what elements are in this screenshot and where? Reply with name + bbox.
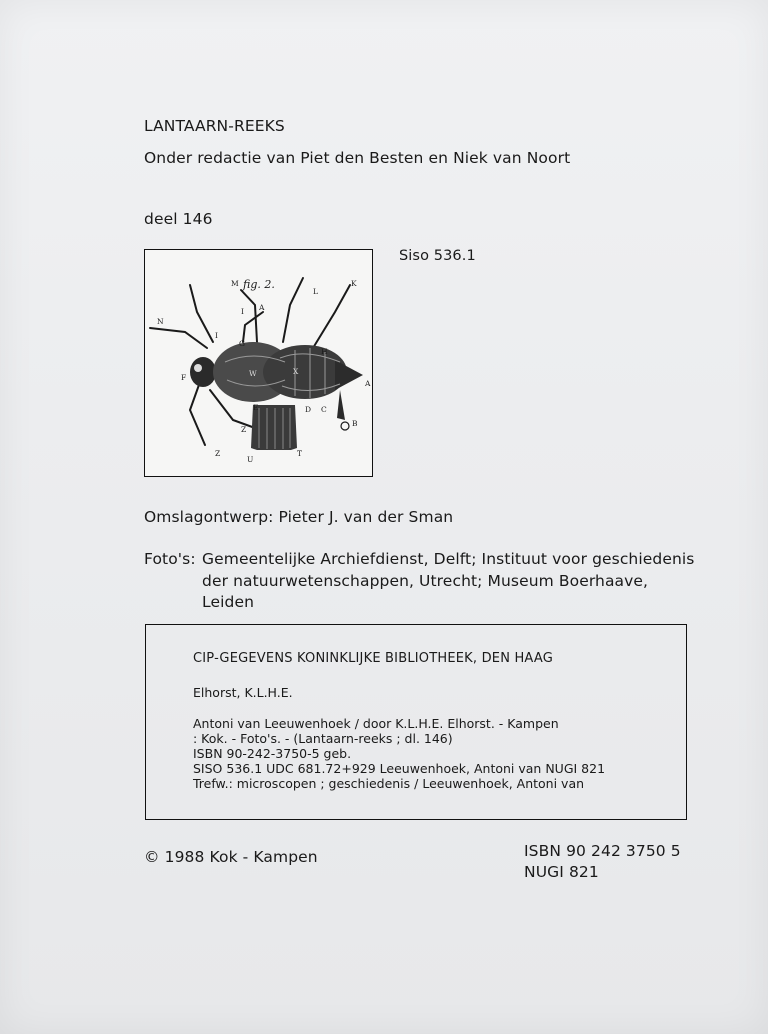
figure-label: G bbox=[239, 339, 245, 348]
leg-line bbox=[190, 382, 205, 445]
cip-line: : Kok. - Foto's. - (Lantaarn-reeks ; dl. 146) bbox=[193, 731, 453, 746]
volume-number: deel 146 bbox=[144, 210, 213, 228]
cip-line: ISBN 90-242-3750-5 geb. bbox=[193, 746, 352, 761]
nugi-code: NUGI 821 bbox=[524, 863, 599, 881]
insect-appendage bbox=[337, 390, 345, 420]
figure-label: E bbox=[253, 403, 259, 412]
figure-label: U bbox=[247, 455, 254, 464]
figure-label: K bbox=[351, 279, 357, 288]
leg-line bbox=[243, 312, 263, 342]
cip-line: SISO 536.1 UDC 681.72+929 Leeuwenhoek, Antoni van NUGI 821 bbox=[193, 761, 606, 776]
cip-author: Elhorst, K.L.H.E. bbox=[193, 685, 293, 700]
figure-label: T bbox=[297, 449, 303, 458]
insect-illustration bbox=[145, 250, 371, 475]
appendage-ring bbox=[341, 422, 349, 430]
figure-label: L bbox=[313, 287, 318, 296]
figure-label: Z bbox=[215, 449, 221, 458]
figure-label: I bbox=[241, 307, 244, 316]
cip-heading: CIP-GEGEVENS KONINKLIJKE BIBLIOTHEEK, DEN HAAG bbox=[193, 651, 554, 666]
figure-label: C bbox=[321, 405, 327, 414]
cover-design-credit: Omslagontwerp: Pieter J. van der Sman bbox=[144, 508, 454, 526]
figure-label: D bbox=[305, 405, 312, 414]
figure-label: A bbox=[259, 303, 265, 312]
photos-credit-line: Gemeentelijke Archiefdienst, Delft; Instituut voor geschiedenis bbox=[202, 550, 695, 568]
figure-label: Z bbox=[241, 425, 247, 434]
siso-code: Siso 536.1 bbox=[399, 248, 476, 264]
insect-eye bbox=[194, 364, 202, 372]
figure-label: F bbox=[181, 373, 187, 382]
figure-caption: fig. 2. bbox=[243, 278, 275, 291]
copyright-notice: © 1988 Kok - Kampen bbox=[144, 848, 318, 866]
series-title: LANTAARN-REEKS bbox=[144, 117, 285, 135]
cip-line: Antoni van Leeuwenhoek / door K.L.H.E. Elhorst. - Kampen bbox=[193, 716, 559, 731]
leg-line bbox=[313, 285, 350, 348]
insect-tail bbox=[335, 360, 363, 390]
photos-credit-line: Leiden bbox=[202, 593, 255, 611]
cip-line: Trefw.: microscopen ; geschiedenis / Leeuwenhoek, Antoni van bbox=[193, 776, 585, 791]
figure-label: I bbox=[215, 331, 218, 340]
figure-label: A bbox=[365, 379, 371, 388]
isbn-number: ISBN 90 242 3750 5 bbox=[524, 842, 681, 860]
leg-line bbox=[283, 278, 303, 342]
leg-line bbox=[190, 285, 213, 342]
leg-line bbox=[150, 328, 207, 348]
figure-label: H bbox=[321, 347, 328, 356]
figure-label: M bbox=[231, 279, 239, 288]
insect-head bbox=[190, 357, 216, 387]
insect-engraving-figure bbox=[144, 249, 373, 477]
photos-label: Foto's: bbox=[144, 550, 196, 568]
photos-credit-line: der natuurwetenschappen, Utrecht; Museum Boerhaave, bbox=[202, 572, 649, 590]
figure-label: N bbox=[157, 317, 164, 326]
figure-label: W bbox=[249, 369, 257, 378]
figure-label: X bbox=[293, 367, 299, 376]
figure-label: B bbox=[352, 419, 358, 428]
cip-data-box bbox=[145, 624, 687, 820]
series-editors: Onder redactie van Piet den Besten en Niek van Noort bbox=[144, 149, 571, 167]
